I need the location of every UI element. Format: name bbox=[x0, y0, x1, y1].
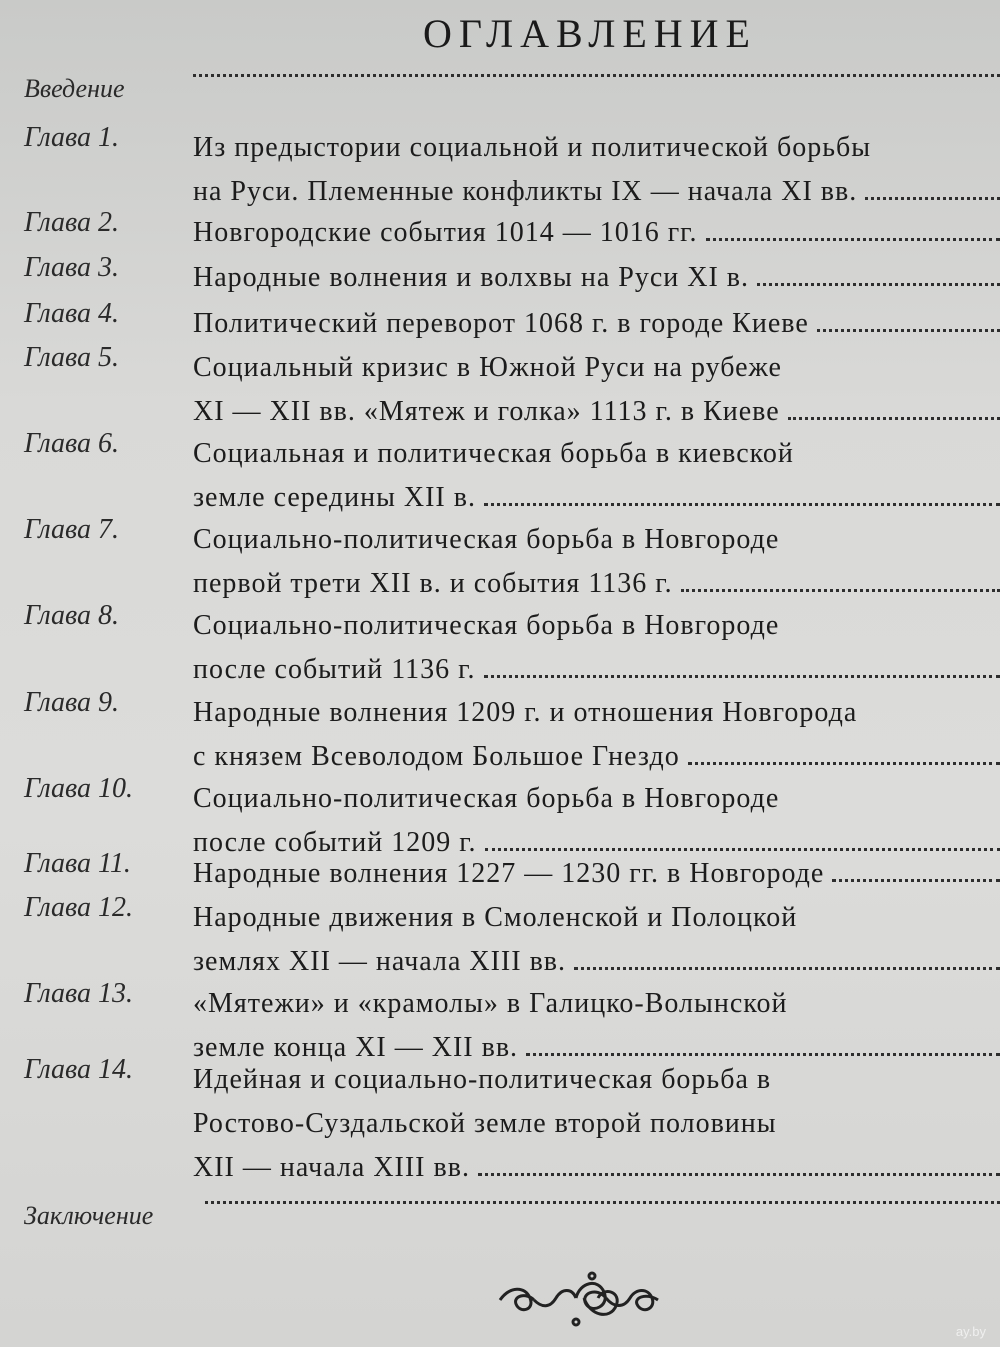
dot-leader bbox=[817, 325, 1000, 332]
chapter-label: Глава 11. bbox=[24, 848, 131, 879]
chapter-title-line: с князем Всеволодом Большое Гнездо bbox=[193, 741, 680, 772]
chapter-label: Глава 3. bbox=[24, 252, 119, 283]
dot-leader bbox=[688, 758, 1000, 765]
chapter-label: Глава 14. bbox=[24, 1054, 133, 1085]
scroll-ornament-icon bbox=[480, 1268, 680, 1328]
page-title: ОГЛАВЛЕНИЕ bbox=[423, 11, 757, 56]
chapter-title-line: Новгородские события 1014 — 1016 гг. bbox=[193, 217, 698, 248]
chapter-title-line: Социальный кризис в Южной Руси на рубеже bbox=[193, 352, 782, 383]
chapter-label: Глава 4. bbox=[24, 298, 119, 329]
dot-leader bbox=[193, 70, 1000, 77]
chapter-label: Глава 2. bbox=[24, 207, 119, 238]
chapter-title-line: Социально-политическая борьба в Новгороде bbox=[193, 783, 780, 814]
chapter-label: Глава 5. bbox=[24, 342, 119, 373]
chapter-label: Глава 8. bbox=[24, 600, 119, 631]
chapter-title-line: после событий 1209 г. bbox=[193, 827, 477, 858]
chapter-title-line: Социально-политическая борьба в Новгороде bbox=[193, 524, 780, 555]
chapter-title-line: XII — начала XIII вв. bbox=[193, 1152, 470, 1183]
chapter-title-line: Ростово-Суздальской земле второй половины bbox=[193, 1108, 777, 1139]
dot-leader bbox=[485, 844, 1000, 851]
chapter-title-line: XI — XII вв. «Мятеж и голка» 1113 г. в Киеве bbox=[193, 396, 780, 427]
chapter-title-line: Идейная и социально-политическая борьба в bbox=[193, 1064, 772, 1095]
chapter-label: Глава 10. bbox=[24, 773, 133, 804]
chapter-title-line: на Руси. Племенные конфликты IX — начала XI вв. bbox=[193, 176, 858, 207]
chapter-title-line: Социальная и политическая борьба в киевской bbox=[193, 438, 794, 469]
chapter-title-line: земле конца XI — XII вв. bbox=[193, 1032, 519, 1063]
chapter-title-line: Социально-политическая борьба в Новгороде bbox=[193, 610, 780, 641]
chapter-title-line: Народные движения в Смоленской и Полоцкой bbox=[193, 902, 798, 933]
chapter-label: Глава 6. bbox=[24, 428, 119, 459]
dot-leader bbox=[205, 1197, 1000, 1204]
dot-leader bbox=[757, 279, 1000, 286]
chapter-label: Глава 7. bbox=[24, 514, 119, 545]
chapter-label: Глава 9. bbox=[24, 687, 119, 718]
chapter-title-line: Народные волнения и волхвы на Руси XI в. bbox=[193, 262, 750, 293]
chapter-title-line: Народные волнения 1209 г. и отношения Новгорода bbox=[193, 697, 858, 728]
dot-leader bbox=[832, 875, 1000, 882]
chapter-title-line: землях XII — начала XIII вв. bbox=[193, 946, 567, 977]
chapter-title-line: Из предыстории социальной и политической борьбы bbox=[193, 132, 872, 163]
dot-leader bbox=[788, 413, 1000, 420]
chapter-label: Глава 1. bbox=[24, 122, 119, 153]
dot-leader bbox=[706, 234, 1000, 241]
dot-leader bbox=[484, 671, 1000, 678]
chapter-title-line: первой трети XII в. и события 1136 г. bbox=[193, 568, 673, 599]
dot-leader bbox=[484, 499, 1000, 506]
chapter-title-line: земле середины XII в. bbox=[193, 482, 476, 513]
chapter-title-line: «Мятежи» и «крамолы» в Галицко-Волынской bbox=[193, 988, 788, 1019]
dot-leader bbox=[681, 585, 1000, 592]
conclusion-label: Заключение bbox=[24, 1201, 154, 1230]
chapter-title-line: Народные волнения 1227 — 1230 гг. в Новгороде bbox=[193, 858, 825, 889]
chapter-label: Глава 12. bbox=[24, 892, 133, 923]
dot-leader bbox=[478, 1169, 1000, 1176]
dot-leader bbox=[526, 1049, 1000, 1056]
chapter-title-line: Политический переворот 1068 г. в городе Киеве bbox=[193, 308, 809, 339]
intro-label: Введение bbox=[24, 74, 125, 103]
dot-leader bbox=[865, 193, 1000, 200]
dot-leader bbox=[574, 963, 1000, 970]
watermark: ay.by bbox=[955, 1324, 986, 1339]
chapter-label: Глава 13. bbox=[24, 978, 133, 1009]
chapter-title-line: после событий 1136 г. bbox=[193, 654, 476, 685]
